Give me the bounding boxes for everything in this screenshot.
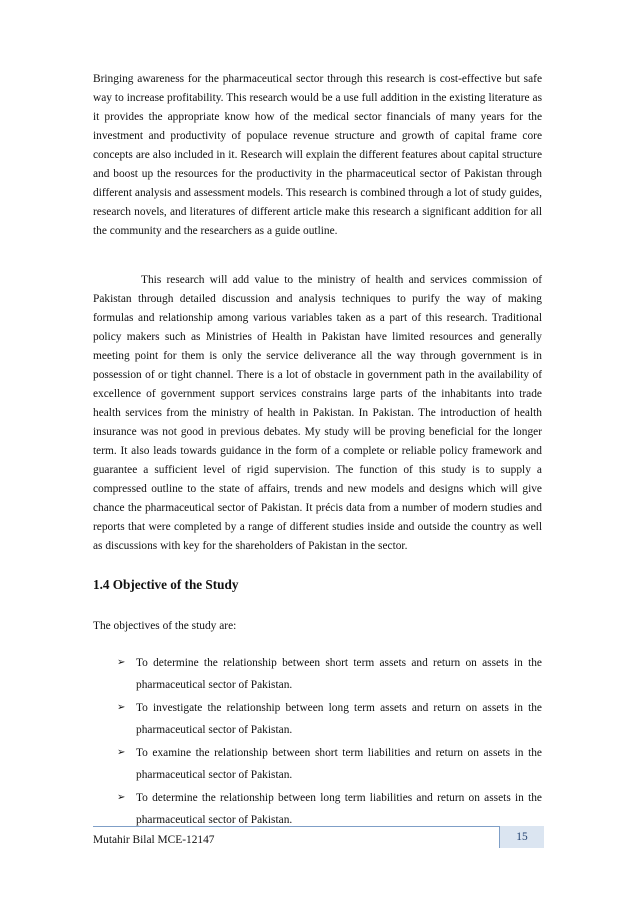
objective-text: To determine the relationship between short term assets and return on assets in the pharmaceutical sector of Pakistan. <box>136 657 542 691</box>
arrow-bullet-icon: ➢ <box>117 792 126 803</box>
arrow-bullet-icon: ➢ <box>117 702 126 713</box>
page-footer <box>93 826 544 851</box>
objective-text: To determine the relationship between long term liabilities and return on assets in the pharmaceutical sector of Pakistan. <box>136 792 542 826</box>
section-heading: 1.4 Objective of the Study <box>93 577 239 592</box>
body-paragraph-1: Bringing awareness for the pharmaceutical sector through this research is cost-effective but safe way to increase profitability. This research would be a use full addition in the existing literature as it provides the appropriate know how of the medical sector financials of many years for the investment and productivity of populace revenue structure and growth of capital frame core concepts are also included in it. Research will explain the different features about capital structure and boost up the resources for the productivity in the pharmaceutical sector of Pakistan through different analysis and assessment models. This research is combined through a lot of study guides, research novels, and literatures of different article make this research a significant addition for all the community and the researchers as a guide outline. <box>93 73 542 237</box>
objective-item <box>117 652 542 696</box>
page-number: 15 <box>499 826 544 848</box>
objective-item <box>117 697 542 741</box>
body-paragraph-2: This research will add value to the ministry of health and services commission of Pakistan through detailed discussion and analysis techniques to purify the way of making formulas and relationship among various variables taken as a part of this research. Traditional policy makers such as Ministries of Health in Pakistan have limited resources and generally meeting point for them is only the service deliverance all the way through government is in possession of or tight channel. There is a lot of obstacle in government path in the availability of excellence of government support services constrains large parts of the inhabitants into trade health services from the ministry of health in Pakistan. In Pakistan. The introduction of health insurance was not good in previous debates. My study will be proving beneficial for the longer term. It also leads towards guidance in the form of a complete or reliable policy framework and guarantee a sufficient level of rigid supervision. The function of this study is to supply a compressed outline to the state of affairs, trends and new models and designs which will give chance the pharmaceutical sector of Pakistan. It précis data from a number of modern studies and reports that were completed by a range of different studies inside and outside the country as well as discussions with key for the shareholders of Pakistan in the sector. <box>93 274 542 552</box>
objectives-list <box>117 652 542 832</box>
objectives-intro: The objectives of the study are: <box>93 620 237 632</box>
objective-text: To investigate the relationship between long term assets and return on assets in the pharmaceutical sector of Pakistan. <box>136 702 542 736</box>
objective-item <box>117 787 542 831</box>
arrow-bullet-icon: ➢ <box>117 747 126 758</box>
footer-author: Mutahir Bilal MCE-12147 <box>93 834 215 846</box>
arrow-bullet-icon: ➢ <box>117 657 126 668</box>
objective-text: To examine the relationship between short term liabilities and return on assets in the pharmaceutical sector of Pakistan. <box>136 747 542 781</box>
objective-item <box>117 742 542 786</box>
